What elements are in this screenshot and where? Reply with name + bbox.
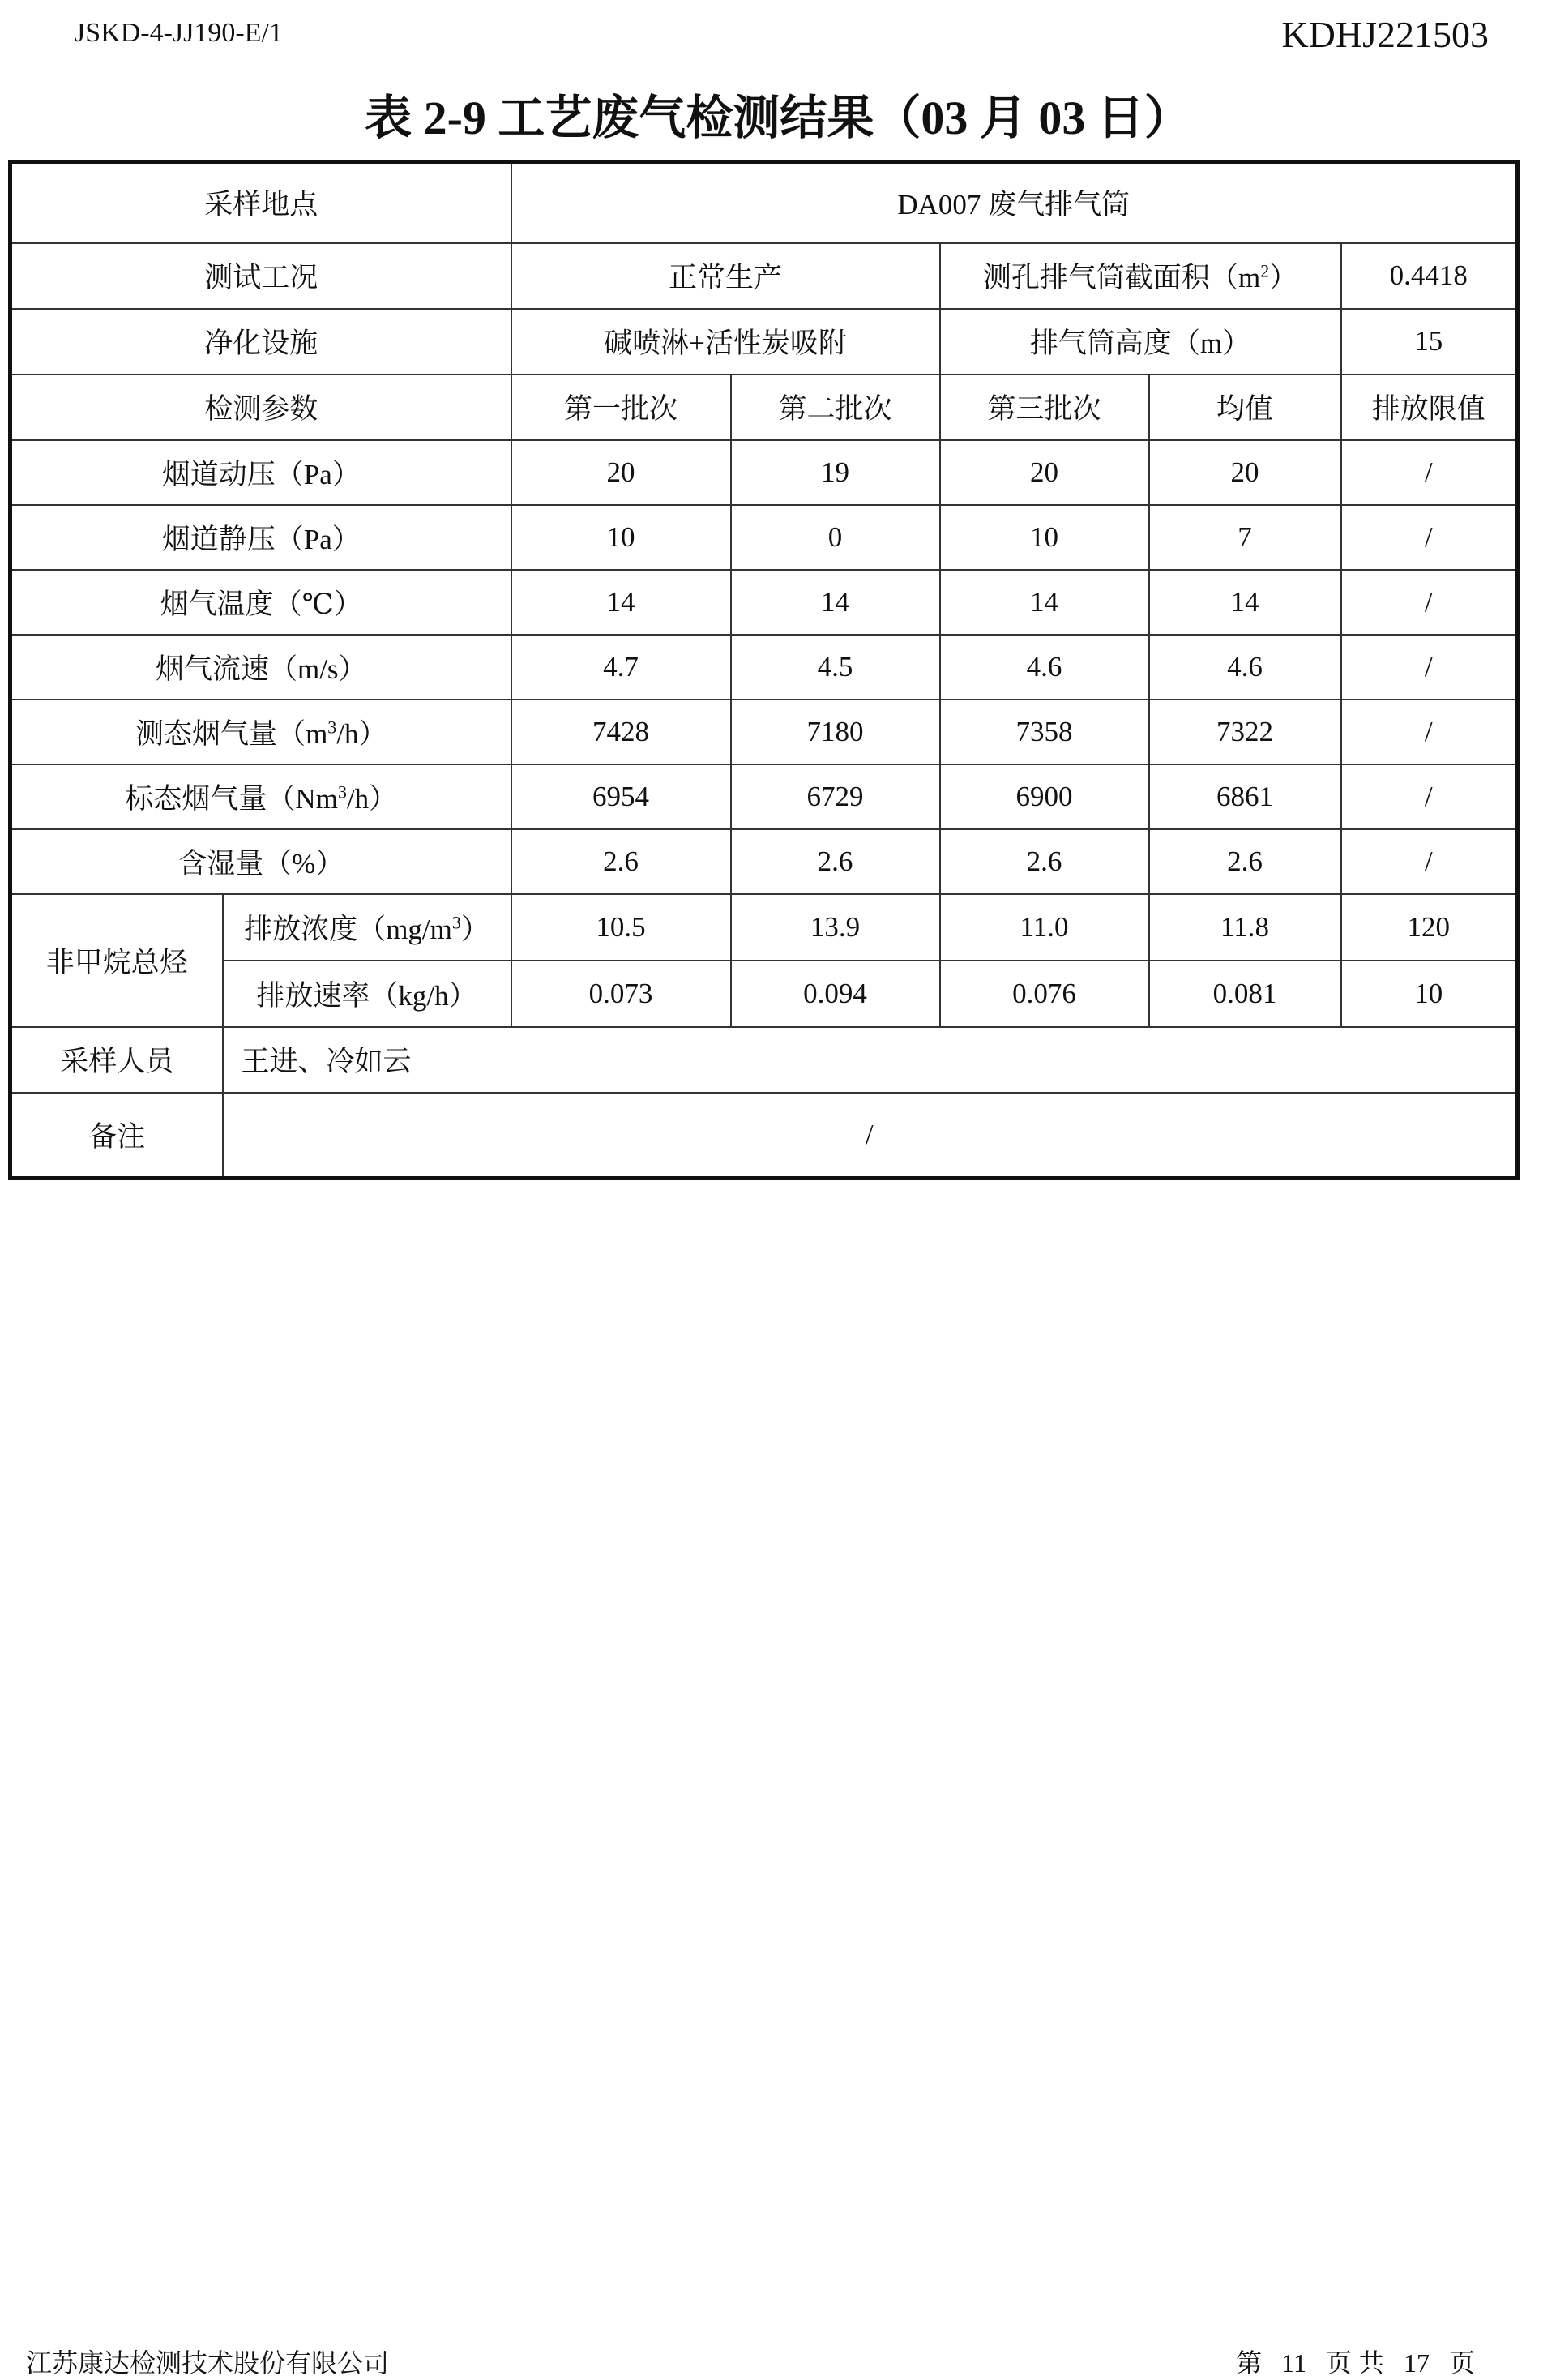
table-cell: /	[1341, 829, 1518, 894]
table-row	[11, 309, 1518, 375]
param-label: 烟道静压（Pa）	[11, 505, 511, 570]
table-cell: 14	[511, 570, 731, 635]
nmhc-label: 非甲烷总烃	[11, 894, 223, 1027]
param-label: 排放速率（kg/h）	[223, 961, 511, 1027]
param-label: 含湿量（%）	[11, 829, 511, 894]
table-cell: 6729	[731, 764, 940, 829]
table-cell: 7180	[731, 700, 940, 764]
sampler-value: 王进、冷如云	[223, 1027, 1518, 1093]
document-code: JSKD-4-JJ190-E/1	[75, 18, 283, 48]
table-cell: /	[1341, 700, 1518, 764]
page-number: 11	[1281, 2348, 1306, 2378]
table-cell: 11.8	[1149, 894, 1341, 961]
sampler-label: 采样人员	[11, 1027, 223, 1093]
table-row	[11, 1093, 1518, 1179]
table-cell: 10	[1341, 961, 1518, 1027]
condition-value: 正常生产	[511, 243, 940, 309]
table-cell: 0.073	[511, 961, 731, 1027]
table-row	[11, 243, 1518, 309]
table-cell: 10	[940, 505, 1149, 570]
param-label: 测态烟气量$(m^3/h)$	[11, 700, 511, 764]
table-row	[11, 894, 1518, 961]
purification-label: 净化设施	[11, 309, 511, 375]
report-number: KDHJ221503	[1281, 14, 1489, 55]
param-label: 排放浓度$(mg/m^3)$	[223, 894, 511, 961]
table-cell: 11.0	[940, 894, 1149, 961]
table-cell: 7358	[940, 700, 1149, 764]
table-cell: 19	[731, 440, 940, 505]
purification-value: 碱喷淋+活性炭吸附	[511, 309, 940, 375]
column-header: 均值	[1149, 375, 1341, 440]
table-row	[11, 570, 1518, 635]
table-cell: 4.6	[1149, 635, 1341, 700]
table-row	[11, 635, 1518, 700]
table-cell: 10	[511, 505, 731, 570]
table-cell: 0	[731, 505, 940, 570]
table-cell: 7322	[1149, 700, 1341, 764]
table-cell: 7428	[511, 700, 731, 764]
column-header: 第三批次	[940, 375, 1149, 440]
table-cell: 20	[940, 440, 1149, 505]
table-row	[11, 440, 1518, 505]
table-cell: 2.6	[511, 829, 731, 894]
remark-label: 备注	[11, 1093, 223, 1179]
exhaust-gas-results-table	[8, 160, 1520, 1180]
table-cell: 2.6	[1149, 829, 1341, 894]
table-cell: /	[1341, 764, 1518, 829]
site-label: 采样地点	[11, 162, 511, 243]
table-title: 表 2-9 工艺废气检测结果（03 月 03 日）	[365, 92, 1191, 144]
table-cell: /	[1341, 635, 1518, 700]
page-prefix: 第	[1236, 2348, 1263, 2378]
table-cell: 7	[1149, 505, 1341, 570]
condition-label: 测试工况	[11, 243, 511, 309]
stack-height-label: 排气筒高度（m）	[940, 309, 1341, 375]
column-header: 检测参数	[11, 375, 511, 440]
table-cell: 120	[1341, 894, 1518, 961]
table-cell: 4.6	[940, 635, 1149, 700]
table-cell: 6954	[511, 764, 731, 829]
param-label: 烟气温度（℃）	[11, 570, 511, 635]
column-header: 第二批次	[731, 375, 940, 440]
table-row	[11, 829, 1518, 894]
param-label: 烟道动压（Pa）	[11, 440, 511, 505]
company-name: 江苏康达检测技术股份有限公司	[26, 2348, 390, 2378]
table-cell: 20	[511, 440, 731, 505]
page-suffix: 页	[1448, 2348, 1475, 2378]
table-cell: 0.094	[731, 961, 940, 1027]
table-cell: 14	[731, 570, 940, 635]
column-header: 排放限值	[1341, 375, 1518, 440]
table-cell: 2.6	[940, 829, 1149, 894]
table-cell: 2.6	[731, 829, 940, 894]
page-total: 17	[1403, 2348, 1430, 2378]
table-cell: 0.076	[940, 961, 1149, 1027]
table-cell: 0.081	[1149, 961, 1341, 1027]
page-indicator	[1226, 2343, 1485, 2380]
page-mid: 页 共	[1325, 2348, 1384, 2378]
table-cell: 6861	[1149, 764, 1341, 829]
table-cell: /	[1341, 440, 1518, 505]
table-row	[11, 162, 1518, 243]
param-label: 标态烟气量（Nm$^3$/h）	[11, 764, 511, 829]
table-row	[11, 961, 1518, 1027]
cross-section-value: 0.4418	[1341, 243, 1518, 309]
table-row	[11, 700, 1518, 764]
table-cell: /	[1341, 570, 1518, 635]
column-header: 第一批次	[511, 375, 731, 440]
table-cell: 14	[1149, 570, 1341, 635]
table-cell: 6900	[940, 764, 1149, 829]
table-cell: 4.5	[731, 635, 940, 700]
table-cell: 13.9	[731, 894, 940, 961]
table-row	[11, 505, 1518, 570]
param-label: 烟气流速（m/s）	[11, 635, 511, 700]
table-cell: 20	[1149, 440, 1341, 505]
table-row	[11, 1027, 1518, 1093]
cross-section-label: 测孔排气筒截面积$(m^2)$	[940, 243, 1341, 309]
table-header-row	[11, 375, 1518, 440]
site-value: DA007 废气排气筒	[511, 162, 1518, 243]
stack-height-value: 15	[1341, 309, 1518, 375]
table-cell: /	[1341, 505, 1518, 570]
table-cell: 4.7	[511, 635, 731, 700]
table-row	[11, 764, 1518, 829]
table-cell: 14	[940, 570, 1149, 635]
remark-value: /	[223, 1093, 1518, 1179]
table-cell: 10.5	[511, 894, 731, 961]
